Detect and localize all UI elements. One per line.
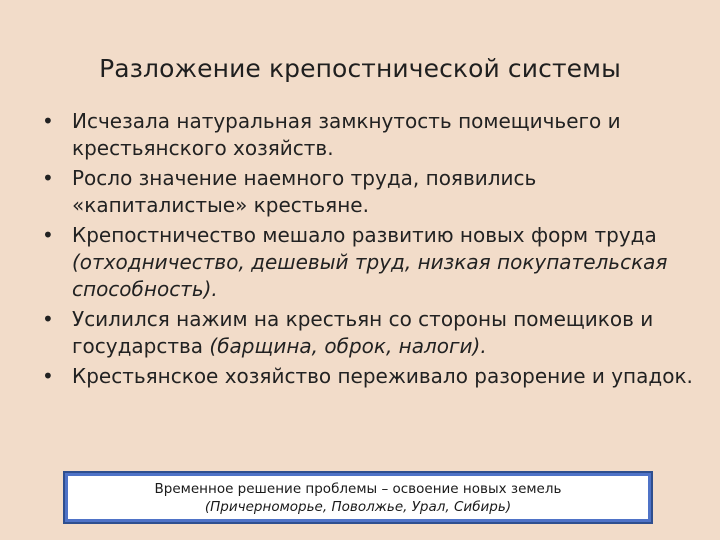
callout-box [63, 471, 653, 524]
callout-line-1: Временное решение проблемы – освоение новых земель [154, 480, 562, 497]
bullet-list [40, 108, 700, 393]
bullet-text: Усилился нажим на крестьян со стороны помещиков и государства [72, 307, 654, 358]
bullet-item-1 [40, 108, 700, 162]
bullet-marker: • [42, 109, 54, 133]
callout-content [68, 476, 648, 519]
bullet-marker: • [42, 166, 54, 190]
bullet-item-4 [40, 306, 700, 360]
bullet-text: Исчезала натуральная замкнутость помещичьего и крестьянского хозяйств. [72, 109, 621, 160]
bullet-item-2 [40, 165, 700, 219]
bullet-marker: • [42, 223, 54, 247]
bullet-text: Росло значение наемного труда, появились «капиталистые» крестьяне. [72, 166, 537, 217]
bullet-marker: • [42, 307, 54, 331]
callout-line-2: (Причерноморье, Поволжье, Урал, Сибирь) [204, 498, 512, 515]
slide-title: Разложение крепостнической системы [99, 54, 621, 83]
bullet-text: Крестьянское хозяйство переживало разорение и упадок. [72, 364, 693, 388]
bullet-item-3 [40, 222, 700, 303]
bullet-item-5 [40, 363, 700, 390]
bullet-text: Крепостничество мешало развитию новых форм труда [72, 223, 657, 247]
bullet-italic-text: (барщина, оброк, налоги). [209, 334, 487, 358]
bullet-italic-text: (отходничество, дешевый труд, низкая покупательская способность). [72, 250, 668, 301]
bullet-marker: • [42, 364, 54, 388]
